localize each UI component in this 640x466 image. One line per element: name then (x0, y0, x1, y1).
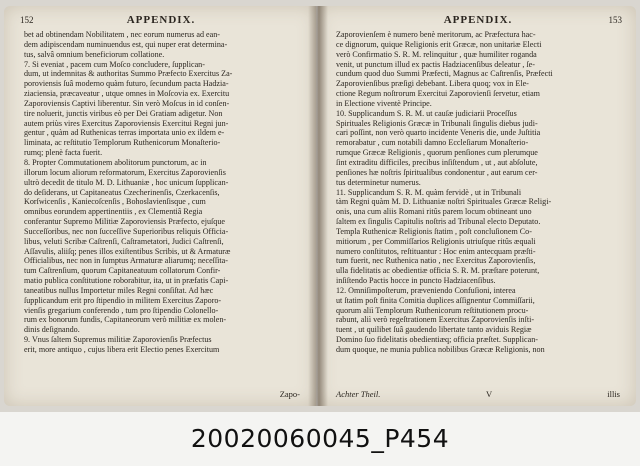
right-head-title: APPENDIX. (443, 14, 513, 26)
text-line: inſiſtendo Pactis hocce in puncto Hadziacenſibus. (336, 276, 496, 286)
text-line: 9. Vnus ſaltem Supremus militiæ Zaporovienſis Præfectus (24, 335, 212, 345)
text-line: dum, ut indemnitas & authoritas Summo Præfecto Exercitus Za- (24, 69, 233, 79)
text-line: cundum quod duo Summi Præfecti, Magnus ac Caſtrenſis, Præfecti (336, 69, 553, 79)
text-line: 10. Supplicandum S. R. M. ut cauſæ judiciarii Proceſſus (336, 108, 517, 118)
text-line: tuent , ut quilibet ſuâ gaudendo libertate tanto aviduis Regiæ (336, 325, 532, 335)
text-line: vienſis gregarium conferendo , tum pro ſtipendio Colonello- (24, 305, 219, 315)
text-line: ſaltem ex ſingulis Capitulis noſtris ad Tribunal electo Deputato. (336, 217, 541, 227)
text-line: Templa Ruthenicæ Religionis ſtatim , poſt concluſionem Co- (336, 226, 532, 236)
right-running-head (334, 14, 622, 28)
text-line: dum quoque, ne munia publica nobilibus Græcæ Religionis, non (336, 345, 545, 354)
left-page-footer (22, 389, 300, 400)
text-line: rum ex bonorum fundis, Capitaneorum verò militiæ ex molen- (24, 315, 227, 325)
text-line: Officialibus, nec non in ſumptus Armaturæ aliarumq; neceſſita- (24, 256, 228, 266)
right-page (318, 6, 636, 406)
text-line: liminata, ac reſtitutio Templorum Ruthenicorum Monaſterio- (24, 138, 221, 148)
text-line: 8. Propter Commutationem abolitorum punctorum, ac in (24, 157, 207, 167)
text-line: rumq; plenè facta fuerit. (24, 148, 103, 158)
text-line: dinis deſignando. (24, 325, 80, 335)
text-line: ctione Regum noſtrorum Exercitui Zaporovienſi ſervetur, etiam (336, 89, 540, 99)
text-line: bet ad obtinendam Nobilitatem , nec eorum numerus ad ean- (24, 30, 220, 39)
right-catchword: illis (607, 389, 620, 399)
text-line: numero conſtitutos, reſtituantur : Hoc enim antecquam præſti- (336, 246, 536, 256)
text-line: tum fuerit, nec Ruthenica natio , nec Exercitus Zaporovienſis, (336, 256, 536, 266)
book-gutter (308, 6, 328, 406)
text-line: ultrò decedit de titulo M. D. Lithuaniæ , hoc unicum ſupplican- (24, 177, 229, 187)
text-line: conferantur Supremo Militiæ Zaporoviensis Præfecto, ejuſque (24, 217, 225, 227)
text-line: do deſiderans, ut Capitaneatus Czecherinenſis, Czerkacenſis, (24, 187, 220, 197)
text-line: Zaporovienſibus præſigi debebant. Libera quoq; vox in Ele- (336, 79, 529, 89)
text-line: Domino ſuo fidelitatis obedientiæq; officia præſtet. Supplican- (336, 335, 538, 345)
text-line: rabunt, aliì verò regeſtrationem Exercitus Zaporovienſis inſti- (336, 315, 535, 325)
text-line: mitiorum , per Commiſſarios Religionis utriuſque ritûs æquali (336, 236, 536, 246)
left-catchword: Zapo- (279, 389, 300, 399)
text-line: ut ſtatim poſt finita Comitia duplices aſſignentur Commiſſarii, (336, 295, 535, 305)
text-line: illorum locum aliorum reformatorum, Exercitus Zaporovienſis (24, 167, 226, 177)
text-line: ulla fidelitatis ac obedientiæ officia S. R. M. præſtare poterunt, (336, 266, 540, 276)
text-line: ce dignorum, quique Religionis erit Græcæ, non unitariæ Electi (336, 39, 542, 49)
text-line: venit, ut punctum illud ex pactis Hadziacenſibus deleatur , ſe- (336, 59, 535, 69)
text-line: dem adipiscendam numinuendus est, qui nuper erat determina- (24, 39, 228, 49)
left-page (4, 6, 316, 406)
text-line: quorum aliì Templorum Ruthenicorum reſtitutionem procu- (336, 305, 529, 315)
right-page-number: 153 (608, 15, 622, 25)
catalog-label: 20020060045_P454 (0, 412, 640, 466)
right-page-text (336, 30, 620, 398)
text-line: tàm Regni quàm M. D. Lithuaniæ noſtri Spirituales Græcæ Religi- (336, 197, 552, 207)
right-page-footer (336, 389, 620, 400)
text-line: ziaciensia, præcaveatur , utque omnes in Moſcovia ex. Exercitu (24, 89, 230, 99)
text-line: tire noluerit, junctis viribus eò per Dei Gratiam adigetur. Non (24, 108, 223, 118)
text-line: autem priùs vires Exercitus Zaporoviensis Exercitui Regni jun- (24, 118, 229, 128)
text-line: matio publica conſtitutione roborabitur, ita, ut in præfatis Capi- (24, 276, 229, 286)
text-line: 11. Supplicandum S. R. M. quàm fervidè , ut in Tribunali (336, 187, 522, 197)
left-running-head (20, 14, 302, 28)
text-line: Succeſſoribus, nec non ſucceſſive Superioribus reliquis Officia- (24, 226, 229, 236)
text-line: Korſwicenſis , Kaniecoſcenſis , Bohoslavienſisque , cum (24, 197, 206, 207)
text-line: Spirituales Religionis Græcæ in Tribunali ſingulis diebus judi- (336, 118, 538, 128)
text-line: tus determinetur numerus. (336, 177, 421, 187)
text-line: rumque Græcæ Religionis , quorum penſiones cum plerumque (336, 148, 538, 158)
text-line: ſint extraditu difficiles, precibus inſiſtendum , ut , aut abſolute, (336, 157, 538, 167)
text-line: Zaporovienſem è numero benè meritorum, ac Præfectura hac- (336, 30, 536, 39)
text-line: cari poſſint, non verò quarto incidente Veneris die, unde Juſtitia (336, 128, 541, 138)
text-line: 12. Omniſimpoſterum, præveniendo Confuſioni, interea (336, 285, 516, 295)
left-head-title: APPENDIX. (126, 14, 196, 26)
text-line: omnibus eorundem appertinentiis , ex Clementiâ Regia (24, 207, 203, 217)
text-line: taneatibus nullus Importetur miles Regni conſiſtat. Ad hæc (24, 285, 214, 295)
text-line: Zaporoviensis Captivi liberentur. Sin verò Moſcus in id conſen- (24, 98, 230, 108)
text-line: gentur , quàm ad Ruthenicas terras importata unio ex ildem e- (24, 128, 225, 138)
left-page-text (24, 30, 302, 398)
text-line: penſiones hæ noſtris ſpiritualibus condonentur , aut earum cer- (336, 167, 538, 177)
signature-mark: Achter Theil. (336, 389, 381, 399)
text-line: ſupplicandum erit pro ſtipendio in militem Exercitus Zaporo- (24, 295, 222, 305)
text-line: tum Caſtrenſium, quorum Capitaneatuum collatorum Confir- (24, 266, 221, 276)
text-line: verò Confirmatio S. R. M. relinquitur , quæ humiliter roganda (336, 49, 537, 59)
text-line: tus, salvâ omnium beneficiorum collatione. (24, 49, 165, 59)
left-page-number: 152 (20, 15, 34, 25)
signature-letter: V (486, 389, 493, 399)
text-line: remorabatur , cum notabili damno Eccleſiarum Monaſterio- (336, 138, 529, 148)
text-line: in Electione viventè Principe. (336, 98, 432, 108)
text-line: onis, una cum aliis Romani ritûs parem locum obtineant uno (336, 207, 532, 217)
text-line: Aſſavulis, aliiſq; penes illos exiſtentibus Scribis, ut & Armaturæ (24, 246, 231, 256)
text-line: poroviensis ſuâ moderno quàm futuro, ſecundum pacta Hadzia- (24, 79, 229, 89)
text-line: 7. Si eveniat , pacem cum Moſco concludere, ſupplican- (24, 59, 205, 69)
text-line: libus, veluti Scribæ Caſtrenſi, Caſtrametatori, Judici Caſtrenſi, (24, 236, 224, 246)
text-line: erit, more antiquo , cujus libera erit Electio penes Exercitum (24, 345, 220, 354)
